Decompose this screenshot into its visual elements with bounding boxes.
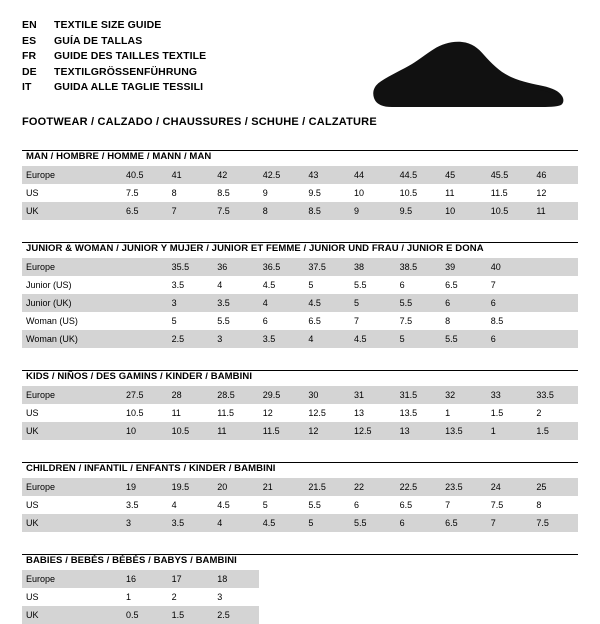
table-row	[22, 166, 578, 184]
cell: 12	[304, 422, 350, 440]
language-list	[22, 18, 206, 95]
table-row	[22, 258, 578, 276]
table-row	[22, 294, 578, 312]
cell-empty	[259, 606, 305, 624]
group-title: BABIES / BEBÉS / BÉBÉS / BABYS / BAMBINI	[26, 555, 237, 566]
cell-empty	[350, 588, 396, 606]
cell: 22	[350, 478, 396, 496]
cell: 11	[532, 202, 578, 220]
language-code: ES	[22, 34, 37, 47]
cell: 7	[168, 202, 214, 220]
cell: 6	[487, 330, 533, 348]
cell: 5.5	[308, 499, 321, 510]
size-table-babies	[22, 570, 578, 624]
row-label: US	[26, 187, 39, 198]
cell: 25	[532, 478, 578, 496]
cell: 7.5	[213, 202, 259, 220]
row-label: Woman (UK)	[22, 330, 122, 348]
group-kids	[22, 370, 578, 440]
cell: 10.5	[168, 422, 214, 440]
cell: 30	[304, 386, 350, 404]
table-row	[22, 386, 578, 404]
group-babies	[22, 554, 578, 624]
cell: 7.5	[399, 315, 413, 326]
cell: 3.5	[259, 330, 305, 348]
cell: 8	[259, 202, 305, 220]
cell: 10	[353, 187, 364, 198]
cell: 3.5	[126, 499, 139, 510]
cell: 13	[353, 407, 364, 418]
language-title: GUIDA ALLE TAGLIE TESSILI	[54, 81, 204, 93]
cell: 33.5	[532, 386, 578, 404]
table-row	[22, 570, 578, 588]
cell: 8	[171, 187, 177, 198]
cell: 21.5	[304, 478, 350, 496]
cell: 11	[171, 407, 181, 418]
cell-empty	[350, 570, 396, 588]
cell: 9	[262, 187, 268, 198]
cell-empty	[487, 606, 533, 624]
cell: 24	[487, 478, 533, 496]
cell: 4	[213, 514, 259, 532]
cell: 11.5	[490, 187, 508, 198]
cell-empty	[487, 570, 533, 588]
cell: 5	[396, 330, 442, 348]
cell: 5	[171, 315, 177, 326]
language-code: FR	[22, 50, 37, 62]
cell: 5.5	[217, 315, 230, 326]
cell: 6	[441, 294, 487, 312]
cell: 1.5	[532, 422, 578, 440]
cell: 23.5	[441, 478, 487, 496]
cell: 8	[536, 499, 542, 510]
cell: 8	[445, 315, 451, 326]
cell: 5.5	[353, 279, 367, 290]
row-label: Europe	[22, 478, 122, 496]
row-label: Woman (US)	[26, 315, 78, 326]
cell-empty	[532, 588, 578, 606]
language-code: DE	[22, 65, 37, 78]
cell: 0.5	[122, 606, 168, 624]
table-row	[22, 184, 578, 202]
group-title: KIDS / NIÑOS / DES GAMINS / KINDER / BAMBINI	[26, 371, 253, 382]
cell: 37.5	[304, 258, 350, 276]
cell	[532, 258, 578, 276]
cell: 5.5	[396, 294, 442, 312]
cell: 2.5	[213, 606, 259, 624]
cell: 44.5	[396, 166, 442, 184]
cell: 12	[536, 187, 547, 198]
cell: 4	[171, 499, 177, 510]
cell-empty	[396, 588, 442, 606]
cell: 7.5	[532, 514, 578, 532]
cell	[532, 276, 578, 294]
cell: 1.5	[168, 606, 214, 624]
cell: 36.5	[259, 258, 305, 276]
cell: 10	[441, 202, 487, 220]
cell: 7.5	[126, 187, 139, 198]
cell: 6.5	[441, 514, 487, 532]
cell: 9.5	[308, 187, 321, 198]
cell	[532, 294, 578, 312]
cell: 1	[126, 591, 132, 602]
language-code: EN	[22, 19, 37, 31]
cell: 38.5	[396, 258, 442, 276]
page-header	[22, 18, 578, 110]
cell: 3	[168, 294, 214, 312]
cell: 46	[532, 166, 578, 184]
cell: 3	[217, 591, 223, 602]
cell: 3.5	[213, 294, 259, 312]
row-label: Junior (US)	[26, 279, 72, 290]
table-row	[22, 422, 578, 440]
cell: 19.5	[168, 478, 214, 496]
cell: 6	[262, 315, 268, 326]
cell	[122, 276, 168, 294]
cell: 6.5	[399, 499, 413, 510]
cell: 7	[487, 514, 533, 532]
group-title: CHILDREN / INFANTIL / ENFANTS / KINDER / BAMBINI	[26, 463, 276, 474]
cell: 11.5	[217, 407, 235, 418]
cell: 41	[168, 166, 214, 184]
row-label: UK	[22, 422, 122, 440]
cell-empty	[304, 606, 350, 624]
cell: 6	[487, 294, 533, 312]
table-row	[22, 202, 578, 220]
cell: 31	[350, 386, 396, 404]
cell: 4.5	[304, 294, 350, 312]
cell: 6.5	[308, 315, 321, 326]
table-row	[22, 330, 578, 348]
row-label: UK	[22, 514, 122, 532]
cell: 6	[396, 514, 442, 532]
group-children	[22, 462, 578, 532]
language-row	[22, 81, 206, 95]
cell: 4.5	[259, 514, 305, 532]
cell: 3.5	[168, 514, 214, 532]
row-label: Europe	[22, 258, 122, 276]
cell-empty	[487, 588, 533, 606]
cell: 2	[171, 591, 177, 602]
cell: 12.5	[308, 407, 326, 418]
group-title: JUNIOR & WOMAN / JUNIOR Y MUJER / JUNIOR ET FEMME / JUNIOR UND FRAU / JUNIOR E DONA	[26, 243, 484, 254]
cell: 13	[396, 422, 442, 440]
table-row	[22, 404, 578, 422]
cell: 45.5	[487, 166, 533, 184]
language-code: IT	[22, 81, 32, 93]
cell: 7	[490, 279, 496, 290]
language-title: TEXTILE SIZE GUIDE	[54, 19, 162, 31]
table-row	[22, 496, 578, 514]
cell: 17	[168, 570, 214, 588]
cell: 27.5	[122, 386, 168, 404]
cell: 6.5	[122, 202, 168, 220]
cell-empty	[259, 570, 305, 588]
cell: 43	[304, 166, 350, 184]
cell: 8.5	[217, 187, 230, 198]
cell: 28.5	[213, 386, 259, 404]
cell: 10.5	[487, 202, 533, 220]
cell: 6	[399, 279, 405, 290]
row-label: UK	[22, 202, 122, 220]
row-label: Europe	[22, 166, 122, 184]
cell: 40	[487, 258, 533, 276]
cell-empty	[396, 606, 442, 624]
page-title: FOOTWEAR / CALZADO / CHAUSSURES / SCHUHE / CALZATURE	[22, 116, 377, 128]
cell	[122, 258, 168, 276]
cell	[122, 330, 168, 348]
cell: 7.5	[490, 499, 504, 510]
language-row	[22, 50, 206, 64]
group-man	[22, 150, 578, 220]
cell: 12.5	[350, 422, 396, 440]
size-table-junior-woman	[22, 258, 578, 348]
cell-empty	[532, 570, 578, 588]
cell: 10.5	[399, 187, 418, 198]
cell: 10.5	[126, 407, 144, 418]
cell: 7	[445, 499, 451, 510]
cell: 35.5	[168, 258, 214, 276]
language-row	[22, 35, 206, 49]
cell: 39	[441, 258, 487, 276]
language-row	[22, 19, 206, 33]
cell: 19	[122, 478, 168, 496]
table-row	[22, 312, 578, 330]
cell-empty	[396, 570, 442, 588]
size-table-kids	[22, 386, 578, 440]
row-label: US	[26, 591, 39, 602]
cell: 9.5	[396, 202, 442, 220]
cell: 18	[213, 570, 259, 588]
cell: 4.5	[262, 279, 276, 290]
cell: 13.5	[441, 422, 487, 440]
cell: 12	[262, 407, 273, 418]
cell: 8.5	[490, 315, 504, 326]
row-label: Junior (UK)	[22, 294, 122, 312]
cell-empty	[259, 588, 305, 606]
cell: 2.5	[168, 330, 214, 348]
cell: 20	[213, 478, 259, 496]
cell: 16	[122, 570, 168, 588]
row-label: Europe	[22, 386, 122, 404]
cell: 1	[445, 407, 451, 418]
cell: 7	[353, 315, 359, 326]
cell: 29.5	[259, 386, 305, 404]
row-label: US	[26, 407, 39, 418]
cell-empty	[441, 588, 487, 606]
cell: 4	[259, 294, 305, 312]
cell	[532, 330, 578, 348]
cell: 11	[213, 422, 259, 440]
cell: 3.5	[171, 279, 185, 290]
language-title: GUÍA DE TALLAS	[54, 34, 143, 47]
cell-empty	[304, 570, 350, 588]
cell: 2	[536, 407, 542, 418]
cell: 40.5	[122, 166, 168, 184]
cell: 4	[304, 330, 350, 348]
table-row	[22, 276, 578, 294]
cell: 6	[353, 499, 359, 510]
cell: 28	[168, 386, 214, 404]
size-table-children	[22, 478, 578, 532]
table-row	[22, 588, 578, 606]
cell: 4.5	[350, 330, 396, 348]
cell: 5	[304, 514, 350, 532]
cell: 1.5	[490, 407, 504, 418]
cell: 38	[350, 258, 396, 276]
size-table-man	[22, 166, 578, 220]
cell: 5	[262, 499, 268, 510]
language-title: TEXTILGRÖSSENFÜHRUNG	[54, 65, 198, 78]
cell	[122, 294, 168, 312]
cell	[532, 312, 578, 330]
cell: 4.5	[217, 499, 230, 510]
cell: 5.5	[441, 330, 487, 348]
cell: 6.5	[445, 279, 458, 290]
cell: 3	[213, 330, 259, 348]
table-row	[22, 514, 578, 532]
cell: 36	[213, 258, 259, 276]
language-row	[22, 66, 206, 80]
cell: 21	[259, 478, 305, 496]
cell: 42	[213, 166, 259, 184]
cell-empty	[441, 606, 487, 624]
row-label: Europe	[22, 570, 122, 588]
cell: 5	[350, 294, 396, 312]
cell: 33	[487, 386, 533, 404]
cell: 45	[441, 166, 487, 184]
group-junior-woman	[22, 242, 578, 348]
cell: 11.5	[259, 422, 305, 440]
cell: 42.5	[259, 166, 305, 184]
cell: 1	[487, 422, 533, 440]
cell: 4	[217, 279, 223, 290]
cell: 10	[122, 422, 168, 440]
cell: 8.5	[304, 202, 350, 220]
cell: 32	[441, 386, 487, 404]
row-label: US	[26, 499, 39, 510]
cell: 5	[308, 279, 314, 290]
cell: 44	[350, 166, 396, 184]
row-label: UK	[22, 606, 122, 624]
table-row	[22, 478, 578, 496]
language-title: GUIDE DES TAILLES TEXTILE	[54, 50, 207, 62]
cell: 3	[122, 514, 168, 532]
cell-empty	[350, 606, 396, 624]
cell: 11	[445, 187, 455, 198]
cell: 5.5	[350, 514, 396, 532]
table-row	[22, 606, 578, 624]
cell-empty	[304, 588, 350, 606]
group-title: MAN / HOMBRE / HOMME / MANN / MAN	[26, 151, 212, 162]
cell-empty	[532, 606, 578, 624]
cell: 13.5	[399, 407, 418, 418]
cell	[122, 312, 168, 330]
cell: 22.5	[396, 478, 442, 496]
cell: 31.5	[396, 386, 442, 404]
cell-empty	[441, 570, 487, 588]
cell: 9	[350, 202, 396, 220]
dress-shoe-icon	[368, 34, 568, 114]
